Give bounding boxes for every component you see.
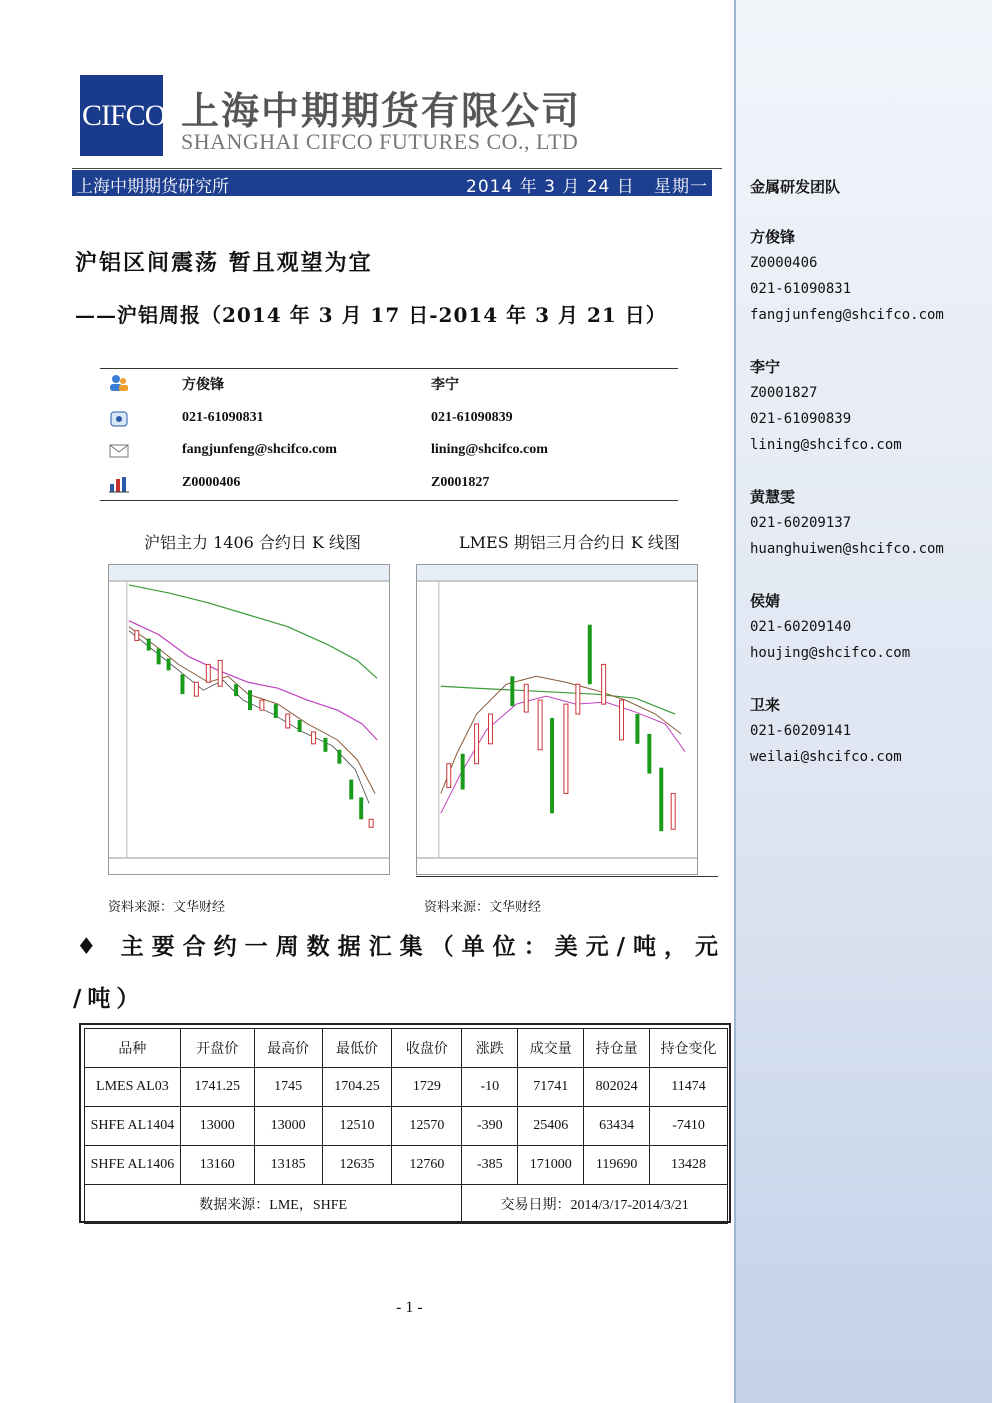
table-header: 持仓量 (584, 1029, 650, 1068)
table-cell: 119690 (584, 1146, 650, 1185)
section-heading-line-2: /吨） (73, 985, 146, 1012)
table-cell: LMES AL03 (85, 1068, 181, 1107)
table-cell: -385 (462, 1146, 518, 1185)
contact-phone-1: 021-61090831 (182, 410, 264, 425)
table-header-row (85, 1029, 728, 1068)
contact-phone-2: 021-61090839 (431, 410, 513, 425)
contact-name-2: 李宁 (431, 378, 459, 393)
table-cell: 12760 (392, 1146, 462, 1185)
contact-row-ids (108, 475, 678, 495)
table-cell: 13185 (254, 1146, 322, 1185)
table-cell: 12570 (392, 1107, 462, 1146)
analyst-sidebar (734, 0, 992, 1403)
report-subtitle: ——沪铝周报（2014 年 3 月 17 日-2014 年 3 月 21 日） (75, 303, 667, 327)
logo-text: CIFCO (82, 99, 166, 132)
table-cell: 13160 (180, 1146, 254, 1185)
table-cell: 802024 (584, 1068, 650, 1107)
candles-2 (447, 625, 675, 832)
report-date: 2014 年 3 月 24 日 星期一 (466, 177, 708, 197)
contact-row-names (108, 374, 678, 394)
table-footer-row (85, 1185, 728, 1224)
table-footer-date: 交易日期：2014/3/17-2014/3/21 (462, 1185, 728, 1224)
table-cell: 12510 (322, 1107, 392, 1146)
contact-email-1: fangjunfeng@shcifco.com (182, 442, 337, 457)
bar-chart-icon (108, 475, 130, 493)
chart-title-1: 沪铝主力 1406 合约日 K 线图 (144, 533, 362, 552)
table-row (85, 1068, 728, 1107)
table-header: 开盘价 (180, 1029, 254, 1068)
contact-divider-bottom (100, 500, 678, 501)
chart-source-1: 资料来源：文华财经 (108, 900, 226, 915)
header-bar (72, 170, 712, 196)
header-divider (72, 168, 722, 169)
contact-id-1: Z0000406 (182, 475, 241, 490)
page-number: - 1 - (396, 1299, 423, 1316)
sidebar-analyst: 方俊锋 Z0000406 021-61090831 fangjunfeng@shcifco.com (750, 228, 944, 323)
company-name-cn: 上海中期期货有限公司 (181, 89, 582, 133)
table-cell: 25406 (518, 1107, 584, 1146)
phone-icon (108, 410, 130, 428)
sidebar-analyst: 卫来 021-60209141 weilai@shcifco.com (750, 696, 902, 765)
cifco-logo (80, 75, 166, 156)
table-cell: 71741 (518, 1068, 584, 1107)
sidebar-team-title: 金属研发团队 (750, 178, 841, 196)
contact-name-1: 方俊锋 (182, 378, 224, 393)
table-cell: 1745 (254, 1068, 322, 1107)
table-cell: -10 (462, 1068, 518, 1107)
user-icon (108, 374, 130, 392)
lmes-al03-kline-chart (416, 564, 698, 875)
table-footer-source: 数据来源：LME，SHFE (85, 1185, 462, 1224)
chart-source-2: 资料来源：文华财经 (424, 900, 542, 915)
table-cell: 63434 (584, 1107, 650, 1146)
company-name-en: SHANGHAI CIFCO FUTURES CO., LTD (181, 129, 579, 154)
sidebar-analyst: 李宁 Z0001827 021-61090839 lining@shcifco.com (750, 358, 902, 453)
table-row (85, 1107, 728, 1146)
chart-divider (416, 876, 718, 877)
sidebar-analyst: 侯婧 021-60209140 houjing@shcifco.com (750, 592, 911, 661)
table-header: 持仓变化 (650, 1029, 728, 1068)
contact-row-emails (108, 442, 678, 462)
table-cell: 11474 (650, 1068, 728, 1107)
table-header: 最高价 (254, 1029, 322, 1068)
section-heading-line-1: ♦ 主要合约一周数据汇集（单位：美元/吨，元 (76, 933, 727, 960)
table-cell: 13000 (180, 1107, 254, 1146)
weekly-data-table (79, 1023, 731, 1223)
table-cell: -390 (462, 1107, 518, 1146)
chart-title-2: LMES 期铝三月合约日 K 线图 (459, 533, 680, 552)
table-cell: SHFE AL1404 (85, 1107, 181, 1146)
candles-1 (135, 631, 373, 828)
table-cell: 13428 (650, 1146, 728, 1185)
mail-icon (108, 442, 130, 460)
table-header: 品种 (85, 1029, 181, 1068)
contact-divider-top (100, 368, 678, 369)
institute-name: 上海中期期货研究所 (76, 177, 229, 197)
contact-id-2: Z0001827 (431, 475, 490, 490)
sidebar-analyst: 黄慧雯 021-60209137 huanghuiwen@shcifco.com (750, 488, 944, 557)
contact-row-phones (108, 410, 678, 430)
table-cell: SHFE AL1406 (85, 1146, 181, 1185)
table-header: 收盘价 (392, 1029, 462, 1068)
table-cell: 13000 (254, 1107, 322, 1146)
table-header: 成交量 (518, 1029, 584, 1068)
table-cell: -7410 (650, 1107, 728, 1146)
table-cell: 1741.25 (180, 1068, 254, 1107)
table-header: 最低价 (322, 1029, 392, 1068)
report-title: 沪铝区间震荡 暂且观望为宜 (75, 250, 373, 276)
table-cell: 12635 (322, 1146, 392, 1185)
table-cell: 1729 (392, 1068, 462, 1107)
table-row (85, 1146, 728, 1185)
shfe-al1406-kline-chart (108, 564, 390, 875)
table-cell: 171000 (518, 1146, 584, 1185)
contact-email-2: lining@shcifco.com (431, 442, 548, 457)
table-header: 涨跌 (462, 1029, 518, 1068)
table-cell: 1704.25 (322, 1068, 392, 1107)
